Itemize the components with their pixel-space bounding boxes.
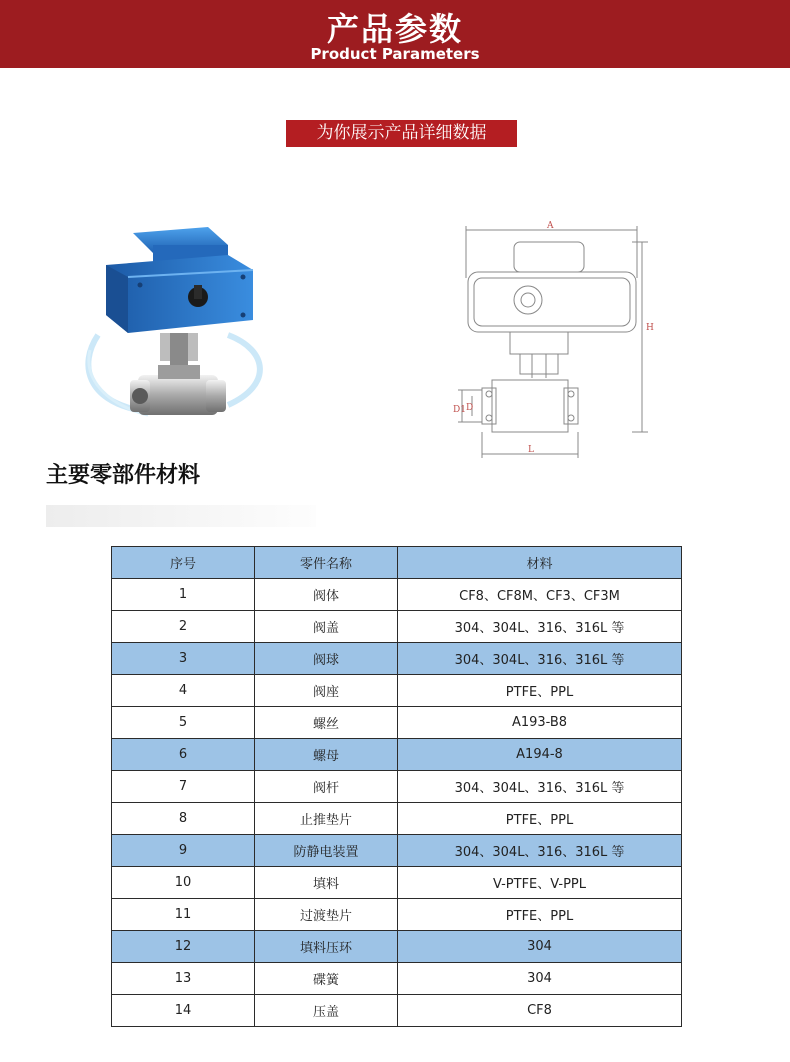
cell-material: 304 xyxy=(398,963,682,995)
dimension-label-a: A xyxy=(547,221,554,231)
cell-part: 阀杆 xyxy=(255,771,398,803)
cell-no: 11 xyxy=(112,899,255,931)
materials-table xyxy=(111,546,682,1027)
table-row xyxy=(112,931,682,963)
table-row xyxy=(112,963,682,995)
cell-material: 304、304L、316、316L 等 xyxy=(398,611,682,643)
cell-no: 6 xyxy=(112,739,255,771)
cell-no: 9 xyxy=(112,835,255,867)
table-row xyxy=(112,739,682,771)
cell-material: PTFE、PPL xyxy=(398,803,682,835)
cell-material: CF8 xyxy=(398,995,682,1027)
cell-no: 10 xyxy=(112,867,255,899)
cell-part: 阀盖 xyxy=(255,611,398,643)
cell-material: 304 xyxy=(398,931,682,963)
table-row xyxy=(112,867,682,899)
section-title: 主要零部件材料 xyxy=(46,463,201,488)
cell-no: 1 xyxy=(112,579,255,611)
table-row xyxy=(112,771,682,803)
cell-material: A194-8 xyxy=(398,739,682,771)
cell-no: 13 xyxy=(112,963,255,995)
table-row xyxy=(112,675,682,707)
table-row xyxy=(112,899,682,931)
cell-part: 过渡垫片 xyxy=(255,899,398,931)
cell-part: 防静电装置 xyxy=(255,835,398,867)
cell-no: 5 xyxy=(112,707,255,739)
header-material: 材料 xyxy=(398,547,682,579)
cell-no: 3 xyxy=(112,643,255,675)
cell-part: 填料 xyxy=(255,867,398,899)
cell-part: 止推垫片 xyxy=(255,803,398,835)
section-divider xyxy=(46,505,316,527)
cell-no: 4 xyxy=(112,675,255,707)
header-banner xyxy=(0,0,790,68)
cell-part: 碟簧 xyxy=(255,963,398,995)
cell-part: 压盖 xyxy=(255,995,398,1027)
cell-no: 7 xyxy=(112,771,255,803)
table-row xyxy=(112,579,682,611)
cell-part: 螺母 xyxy=(255,739,398,771)
cell-part: 螺丝 xyxy=(255,707,398,739)
banner-title: 产品参数 xyxy=(326,10,463,48)
cell-material: 304、304L、316、316L 等 xyxy=(398,835,682,867)
header-part: 零件名称 xyxy=(255,547,398,579)
banner-subtitle: Product Parameters xyxy=(310,45,480,63)
dimension-drawing xyxy=(452,218,662,463)
dimension-label-h: H xyxy=(646,323,654,333)
product-photo xyxy=(78,215,278,440)
table-row xyxy=(112,995,682,1027)
cell-material: CF8、CF8M、CF3、CF3M xyxy=(398,579,682,611)
intro-label: 为你展示产品详细数据 xyxy=(286,120,517,147)
cell-material: PTFE、PPL xyxy=(398,899,682,931)
cell-no: 12 xyxy=(112,931,255,963)
cell-no: 8 xyxy=(112,803,255,835)
cell-part: 阀球 xyxy=(255,643,398,675)
dimension-label-l: L xyxy=(528,445,534,455)
cell-material: PTFE、PPL xyxy=(398,675,682,707)
cell-no: 14 xyxy=(112,995,255,1027)
cell-material: 304、304L、316、316L 等 xyxy=(398,771,682,803)
cell-material: 304、304L、316、316L 等 xyxy=(398,643,682,675)
cell-part: 填料压环 xyxy=(255,931,398,963)
cell-part: 阀体 xyxy=(255,579,398,611)
table-header-row xyxy=(112,547,682,579)
cell-material: V-PTFE、V-PPL xyxy=(398,867,682,899)
cell-material: A193-B8 xyxy=(398,707,682,739)
table-row xyxy=(112,803,682,835)
table-row xyxy=(112,835,682,867)
table-row xyxy=(112,643,682,675)
header-no: 序号 xyxy=(112,547,255,579)
dimension-label-d: D xyxy=(466,403,474,413)
table-row xyxy=(112,707,682,739)
dimension-label-d1: D1 xyxy=(453,405,466,415)
table-row xyxy=(112,611,682,643)
cell-no: 2 xyxy=(112,611,255,643)
cell-part: 阀座 xyxy=(255,675,398,707)
